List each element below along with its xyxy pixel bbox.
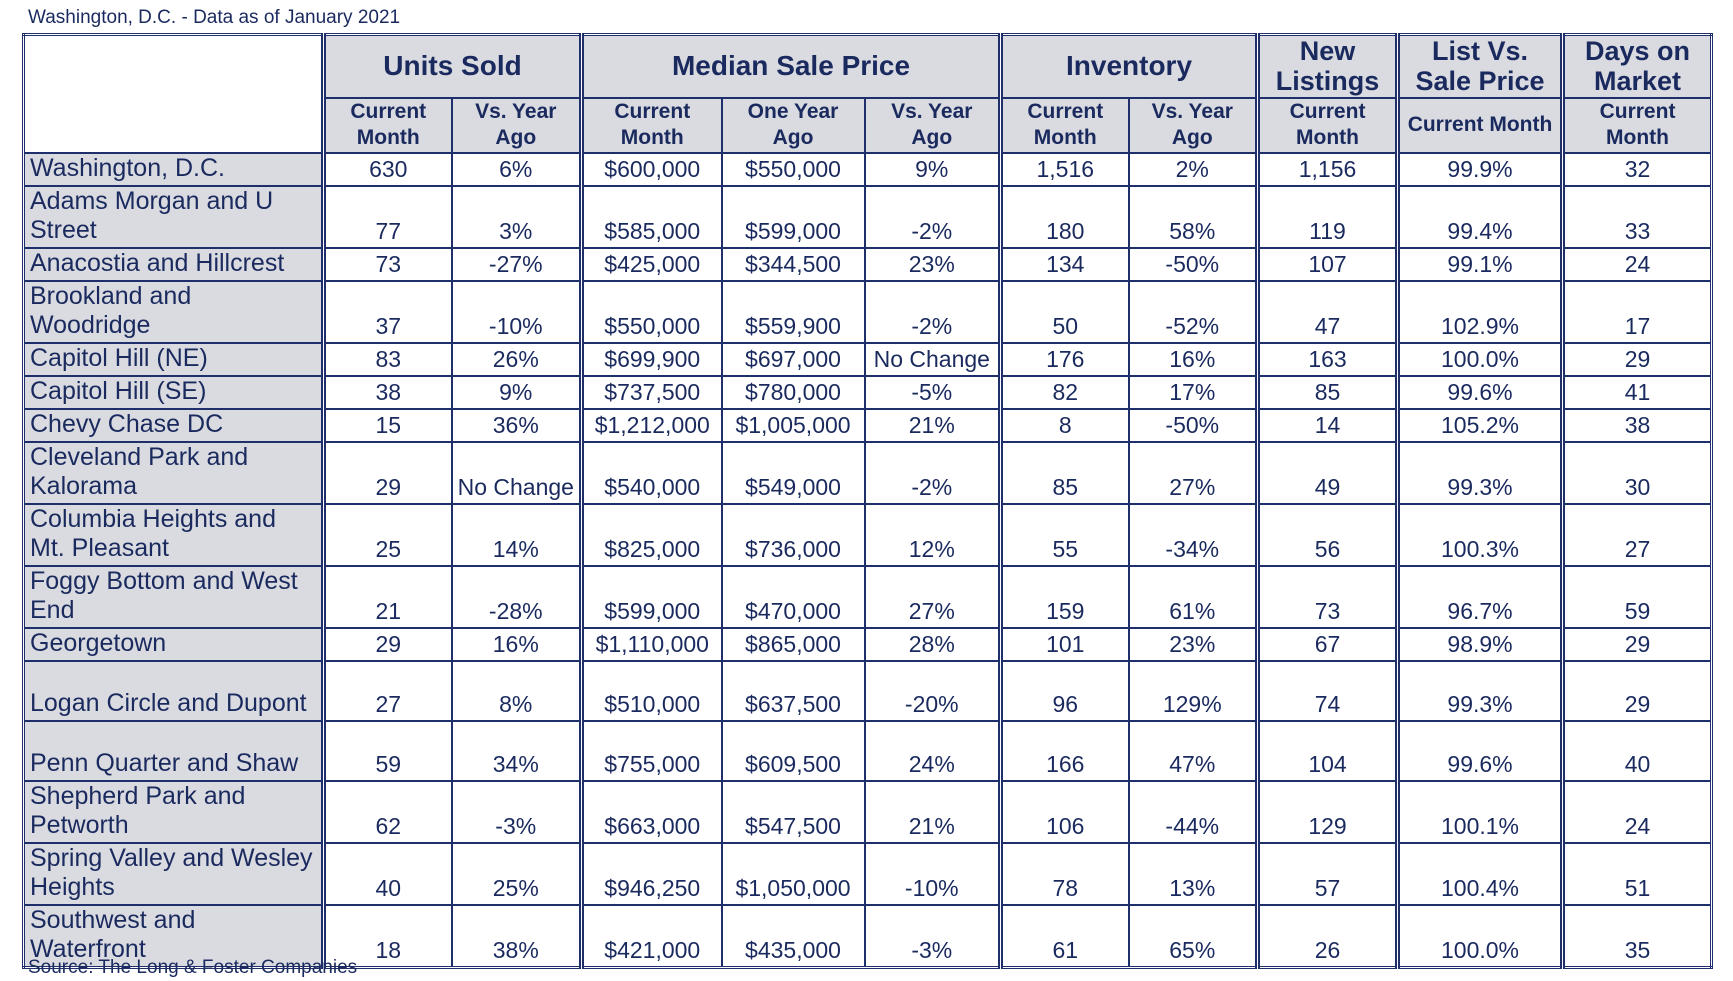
cell-price-vs: 12% xyxy=(865,504,1001,566)
cell-new-listings: 74 xyxy=(1258,661,1398,721)
cell-price-vs: 21% xyxy=(865,409,1001,442)
real-estate-table xyxy=(22,33,1713,969)
cell-list-vs-sale: 99.4% xyxy=(1398,186,1563,248)
subheader-price-one-year: One Year Ago xyxy=(722,98,865,153)
cell-units-vs: 3% xyxy=(452,186,582,248)
cell-inventory-current: 61 xyxy=(1001,905,1129,968)
subheader-new-listings-current: Current Month xyxy=(1258,98,1398,153)
cell-inventory-vs: 65% xyxy=(1129,905,1258,968)
subheader-dom-current: Current Month xyxy=(1563,98,1712,153)
cell-inventory-current: 101 xyxy=(1001,628,1129,661)
cell-new-listings: 129 xyxy=(1258,781,1398,843)
cell-units-vs: 36% xyxy=(452,409,582,442)
cell-units-current: 25 xyxy=(324,504,452,566)
cell-price-one-year: $865,000 xyxy=(722,628,865,661)
cell-price-vs: 23% xyxy=(865,248,1001,281)
cell-price-vs: 9% xyxy=(865,153,1001,186)
row-area-name: Southwest and Waterfront xyxy=(24,905,324,968)
cell-inventory-vs: 129% xyxy=(1129,661,1258,721)
cell-price-vs: -10% xyxy=(865,843,1001,905)
cell-inventory-current: 159 xyxy=(1001,566,1129,628)
table-row xyxy=(24,843,1712,905)
cell-price-vs: -2% xyxy=(865,186,1001,248)
cell-units-vs: 38% xyxy=(452,905,582,968)
cell-inventory-vs: -52% xyxy=(1129,281,1258,343)
subheader-inventory-current: Current Month xyxy=(1001,98,1129,153)
cell-price-one-year: $599,000 xyxy=(722,186,865,248)
table-row xyxy=(24,186,1712,248)
cell-days-on-market: 38 xyxy=(1563,409,1712,442)
cell-units-vs: -28% xyxy=(452,566,582,628)
subheader-price-vs: Vs. Year Ago xyxy=(865,98,1001,153)
cell-price-one-year: $780,000 xyxy=(722,376,865,409)
cell-units-current: 59 xyxy=(324,721,452,781)
cell-inventory-current: 8 xyxy=(1001,409,1129,442)
cell-inventory-vs: 27% xyxy=(1129,442,1258,504)
cell-price-current: $825,000 xyxy=(582,504,722,566)
cell-price-current: $585,000 xyxy=(582,186,722,248)
subheader-price-current: Current Month xyxy=(582,98,722,153)
cell-new-listings: 47 xyxy=(1258,281,1398,343)
cell-inventory-vs: -44% xyxy=(1129,781,1258,843)
cell-price-current: $550,000 xyxy=(582,281,722,343)
cell-units-vs: 25% xyxy=(452,843,582,905)
cell-days-on-market: 59 xyxy=(1563,566,1712,628)
cell-inventory-current: 134 xyxy=(1001,248,1129,281)
row-area-name: Shepherd Park and Petworth xyxy=(24,781,324,843)
row-area-name: Columbia Heights and Mt. Pleasant xyxy=(24,504,324,566)
cell-list-vs-sale: 99.3% xyxy=(1398,442,1563,504)
source-note: Source: The Long & Foster Companies xyxy=(28,957,358,978)
row-area-name: Chevy Chase DC xyxy=(24,409,324,442)
cell-inventory-vs: 13% xyxy=(1129,843,1258,905)
cell-units-current: 29 xyxy=(324,442,452,504)
cell-days-on-market: 35 xyxy=(1563,905,1712,968)
row-area-name: Foggy Bottom and West End xyxy=(24,566,324,628)
cell-price-current: $599,000 xyxy=(582,566,722,628)
cell-inventory-current: 1,516 xyxy=(1001,153,1129,186)
cell-units-vs: 26% xyxy=(452,343,582,376)
cell-units-vs: -10% xyxy=(452,281,582,343)
table-row xyxy=(24,566,1712,628)
cell-inventory-vs: 58% xyxy=(1129,186,1258,248)
cell-inventory-current: 106 xyxy=(1001,781,1129,843)
cell-price-vs: -3% xyxy=(865,905,1001,968)
cell-inventory-vs: -50% xyxy=(1129,409,1258,442)
cell-new-listings: 67 xyxy=(1258,628,1398,661)
cell-price-current: $737,500 xyxy=(582,376,722,409)
cell-inventory-vs: -50% xyxy=(1129,248,1258,281)
cell-price-current: $600,000 xyxy=(582,153,722,186)
cell-units-vs: 14% xyxy=(452,504,582,566)
cell-units-vs: 9% xyxy=(452,376,582,409)
table-row xyxy=(24,781,1712,843)
cell-new-listings: 14 xyxy=(1258,409,1398,442)
cell-units-current: 62 xyxy=(324,781,452,843)
table-row xyxy=(24,721,1712,781)
cell-units-current: 630 xyxy=(324,153,452,186)
cell-inventory-current: 166 xyxy=(1001,721,1129,781)
cell-units-current: 18 xyxy=(324,905,452,968)
table-row xyxy=(24,442,1712,504)
table-row xyxy=(24,281,1712,343)
cell-inventory-vs: 23% xyxy=(1129,628,1258,661)
table-row xyxy=(24,248,1712,281)
row-area-name: Adams Morgan and U Street xyxy=(24,186,324,248)
corner-cell xyxy=(24,35,324,153)
row-area-name: Georgetown xyxy=(24,628,324,661)
cell-new-listings: 57 xyxy=(1258,843,1398,905)
cell-new-listings: 104 xyxy=(1258,721,1398,781)
cell-inventory-current: 96 xyxy=(1001,661,1129,721)
header-days-on-market: Days on Market xyxy=(1563,35,1712,98)
cell-days-on-market: 30 xyxy=(1563,442,1712,504)
cell-price-vs: -20% xyxy=(865,661,1001,721)
table-row xyxy=(24,661,1712,721)
cell-list-vs-sale: 105.2% xyxy=(1398,409,1563,442)
header-units-sold: Units Sold xyxy=(324,35,582,98)
row-area-name: Cleveland Park and Kalorama xyxy=(24,442,324,504)
cell-list-vs-sale: 98.9% xyxy=(1398,628,1563,661)
cell-price-vs: 21% xyxy=(865,781,1001,843)
cell-inventory-current: 55 xyxy=(1001,504,1129,566)
cell-list-vs-sale: 100.3% xyxy=(1398,504,1563,566)
table-row xyxy=(24,504,1712,566)
cell-inventory-current: 176 xyxy=(1001,343,1129,376)
cell-price-one-year: $697,000 xyxy=(722,343,865,376)
cell-inventory-vs: -34% xyxy=(1129,504,1258,566)
cell-price-one-year: $550,000 xyxy=(722,153,865,186)
row-area-name: Brookland and Woodridge xyxy=(24,281,324,343)
cell-price-one-year: $1,005,000 xyxy=(722,409,865,442)
cell-units-current: 21 xyxy=(324,566,452,628)
header-inventory: Inventory xyxy=(1001,35,1258,98)
cell-inventory-current: 50 xyxy=(1001,281,1129,343)
cell-price-one-year: $559,900 xyxy=(722,281,865,343)
cell-price-current: $1,110,000 xyxy=(582,628,722,661)
cell-price-current: $425,000 xyxy=(582,248,722,281)
cell-price-vs: -5% xyxy=(865,376,1001,409)
cell-days-on-market: 51 xyxy=(1563,843,1712,905)
subheader-list-sale-current: Current Month xyxy=(1398,98,1563,153)
table-row xyxy=(24,343,1712,376)
cell-price-one-year: $435,000 xyxy=(722,905,865,968)
cell-list-vs-sale: 99.6% xyxy=(1398,376,1563,409)
cell-inventory-vs: 17% xyxy=(1129,376,1258,409)
cell-inventory-vs: 47% xyxy=(1129,721,1258,781)
cell-price-vs: 27% xyxy=(865,566,1001,628)
subheader-units-current: Current Month xyxy=(324,98,452,153)
cell-inventory-vs: 2% xyxy=(1129,153,1258,186)
cell-list-vs-sale: 100.4% xyxy=(1398,843,1563,905)
cell-days-on-market: 32 xyxy=(1563,153,1712,186)
cell-price-current: $699,900 xyxy=(582,343,722,376)
cell-days-on-market: 17 xyxy=(1563,281,1712,343)
row-area-name: Washington, D.C. xyxy=(24,153,324,186)
cell-list-vs-sale: 96.7% xyxy=(1398,566,1563,628)
table-caption: Washington, D.C. - Data as of January 2021 xyxy=(28,7,401,28)
cell-units-current: 77 xyxy=(324,186,452,248)
cell-new-listings: 85 xyxy=(1258,376,1398,409)
cell-list-vs-sale: 99.9% xyxy=(1398,153,1563,186)
cell-units-current: 29 xyxy=(324,628,452,661)
row-area-name: Capitol Hill (SE) xyxy=(24,376,324,409)
row-area-name: Logan Circle and Dupont xyxy=(24,661,324,721)
cell-price-current: $540,000 xyxy=(582,442,722,504)
header-list-vs-sale: List Vs. Sale Price xyxy=(1398,35,1563,98)
cell-price-current: $1,212,000 xyxy=(582,409,722,442)
cell-list-vs-sale: 100.1% xyxy=(1398,781,1563,843)
cell-new-listings: 163 xyxy=(1258,343,1398,376)
cell-units-vs: 34% xyxy=(452,721,582,781)
cell-list-vs-sale: 102.9% xyxy=(1398,281,1563,343)
table-row xyxy=(24,153,1712,186)
subheader-units-vs: Vs. Year Ago xyxy=(452,98,582,153)
cell-list-vs-sale: 99.6% xyxy=(1398,721,1563,781)
cell-price-current: $421,000 xyxy=(582,905,722,968)
cell-new-listings: 107 xyxy=(1258,248,1398,281)
cell-units-vs: -3% xyxy=(452,781,582,843)
cell-units-current: 15 xyxy=(324,409,452,442)
table-row xyxy=(24,628,1712,661)
cell-price-one-year: $344,500 xyxy=(722,248,865,281)
cell-price-vs: -2% xyxy=(865,442,1001,504)
cell-inventory-vs: 61% xyxy=(1129,566,1258,628)
table-row xyxy=(24,376,1712,409)
cell-new-listings: 73 xyxy=(1258,566,1398,628)
cell-units-vs: 16% xyxy=(452,628,582,661)
cell-price-one-year: $549,000 xyxy=(722,442,865,504)
cell-list-vs-sale: 99.1% xyxy=(1398,248,1563,281)
cell-price-one-year: $609,500 xyxy=(722,721,865,781)
cell-units-current: 83 xyxy=(324,343,452,376)
cell-days-on-market: 29 xyxy=(1563,628,1712,661)
table-body xyxy=(24,153,1712,968)
cell-new-listings: 1,156 xyxy=(1258,153,1398,186)
cell-new-listings: 56 xyxy=(1258,504,1398,566)
cell-units-current: 38 xyxy=(324,376,452,409)
cell-price-one-year: $637,500 xyxy=(722,661,865,721)
cell-price-one-year: $470,000 xyxy=(722,566,865,628)
cell-days-on-market: 40 xyxy=(1563,721,1712,781)
cell-list-vs-sale: 100.0% xyxy=(1398,343,1563,376)
cell-days-on-market: 27 xyxy=(1563,504,1712,566)
cell-price-one-year: $547,500 xyxy=(722,781,865,843)
cell-price-one-year: $1,050,000 xyxy=(722,843,865,905)
row-area-name: Anacostia and Hillcrest xyxy=(24,248,324,281)
cell-units-vs: No Change xyxy=(452,442,582,504)
cell-inventory-current: 82 xyxy=(1001,376,1129,409)
cell-new-listings: 26 xyxy=(1258,905,1398,968)
row-area-name: Spring Valley and Wesley Heights xyxy=(24,843,324,905)
subheader-inventory-vs: Vs. Year Ago xyxy=(1129,98,1258,153)
cell-list-vs-sale: 100.0% xyxy=(1398,905,1563,968)
cell-inventory-current: 180 xyxy=(1001,186,1129,248)
table-row xyxy=(24,409,1712,442)
row-area-name: Capitol Hill (NE) xyxy=(24,343,324,376)
cell-price-vs: -2% xyxy=(865,281,1001,343)
cell-price-vs: 28% xyxy=(865,628,1001,661)
cell-units-vs: -27% xyxy=(452,248,582,281)
cell-units-current: 27 xyxy=(324,661,452,721)
cell-days-on-market: 24 xyxy=(1563,248,1712,281)
cell-new-listings: 49 xyxy=(1258,442,1398,504)
cell-inventory-current: 78 xyxy=(1001,843,1129,905)
cell-price-current: $663,000 xyxy=(582,781,722,843)
cell-price-one-year: $736,000 xyxy=(722,504,865,566)
cell-price-current: $946,250 xyxy=(582,843,722,905)
cell-days-on-market: 24 xyxy=(1563,781,1712,843)
cell-units-current: 37 xyxy=(324,281,452,343)
cell-days-on-market: 41 xyxy=(1563,376,1712,409)
cell-list-vs-sale: 99.3% xyxy=(1398,661,1563,721)
cell-days-on-market: 29 xyxy=(1563,343,1712,376)
cell-days-on-market: 33 xyxy=(1563,186,1712,248)
cell-inventory-current: 85 xyxy=(1001,442,1129,504)
cell-price-current: $510,000 xyxy=(582,661,722,721)
cell-new-listings: 119 xyxy=(1258,186,1398,248)
cell-price-current: $755,000 xyxy=(582,721,722,781)
cell-days-on-market: 29 xyxy=(1563,661,1712,721)
cell-units-current: 73 xyxy=(324,248,452,281)
row-area-name: Penn Quarter and Shaw xyxy=(24,721,324,781)
cell-inventory-vs: 16% xyxy=(1129,343,1258,376)
cell-price-vs: No Change xyxy=(865,343,1001,376)
cell-units-vs: 8% xyxy=(452,661,582,721)
header-new-listings: New Listings xyxy=(1258,35,1398,98)
cell-units-vs: 6% xyxy=(452,153,582,186)
cell-units-current: 40 xyxy=(324,843,452,905)
cell-price-vs: 24% xyxy=(865,721,1001,781)
header-median-sale-price: Median Sale Price xyxy=(582,35,1001,98)
